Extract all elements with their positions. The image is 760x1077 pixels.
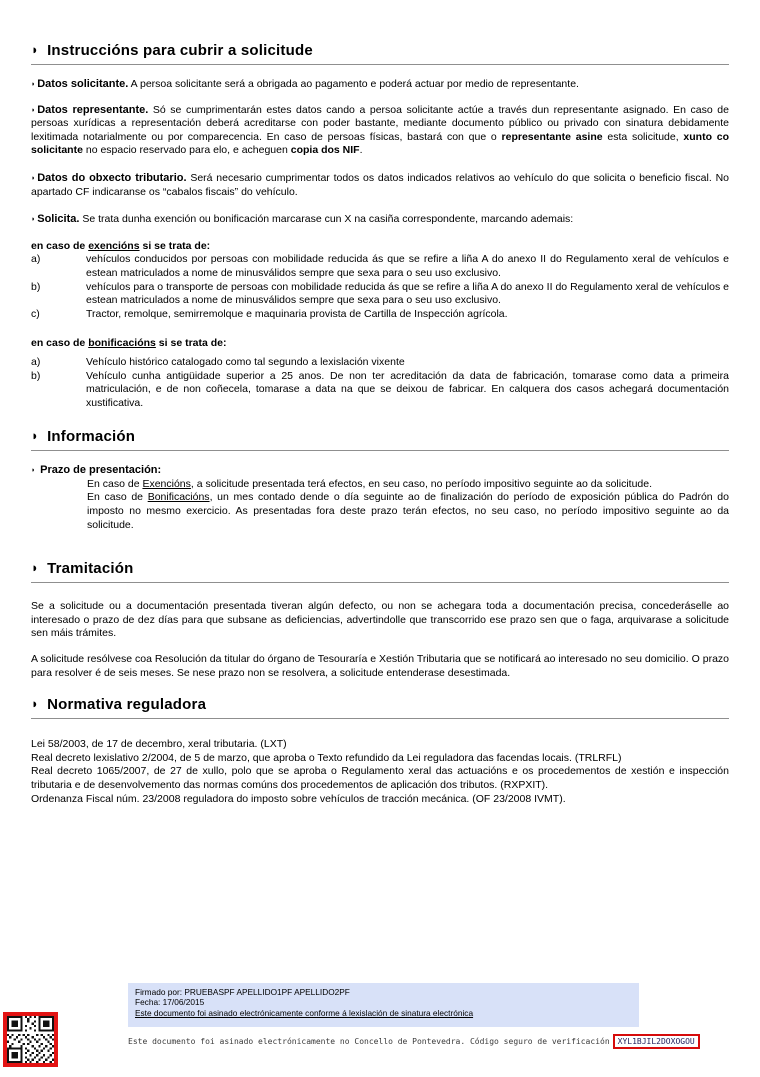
bullet-icon: ◗	[31, 174, 36, 182]
paragraph-label: Datos solicitante.	[37, 78, 129, 90]
section-tramitacion-title	[31, 560, 729, 577]
bullet-icon: ◗	[31, 216, 36, 224]
paragraph-label: Datos representante.	[37, 103, 149, 116]
verification-text: Este documento foi asinado electrónicamente no Concello de Pontevedra. Código seguro de verificación	[128, 1036, 610, 1046]
section-normativa	[31, 696, 729, 719]
section-divider	[31, 64, 729, 65]
paragraph-text: Só se cumprimentarán estes datos cando a persoa solicitante actúe a través dun representante asignado. En caso de persoas xurídicas a representación deberá acreditarse con poder bastante, mediante documento público ou privado con sinatura debidamente lexitimada notarialmente ou por comparecencia. En caso de persoas físicas, bastará con que o	[31, 103, 729, 143]
line-text: , a solicitude presentada terá efectos, en seu caso, no período impositivo seguinte ao da solicitude.	[190, 477, 653, 490]
normativa-line: Real decreto lexislativo 2/2004, de 5 de marzo, que aproba o Texto refundido da Lei reguladora das facendas locais. (TRLRFL)	[31, 751, 622, 764]
paragraph-text: Se trata dunha exención ou bonificación marcarase cun X na casiña correspondente, marcando ademais:	[79, 213, 574, 226]
list-item-label: b)	[31, 369, 41, 382]
document-body	[31, 42, 729, 806]
section-instructions-title	[31, 42, 729, 59]
qr-code-icon	[7, 1016, 54, 1063]
paragraph-label: Datos do obxecto tributario.	[37, 171, 187, 184]
heading-text: en caso de	[31, 337, 89, 350]
list-item-text: vehículos para o transporte de persoas con mobilidade reducida ás que se refire a liña A do anexo II do Regulamento xeral de vehículos e estean matriculados a nome de minusválidos sempre que sexa para o seu uso exclusivo.	[86, 280, 729, 307]
signature-statement: Este documento foi asinado electrónicamente conforme á lexislación de sinatura electrónica	[135, 1007, 474, 1018]
bold-run: representante asine	[501, 130, 603, 143]
list-item-label: a)	[31, 355, 41, 368]
list-heading-exencions	[31, 240, 729, 254]
tramitacion-paragraph-2: A solicitude resólvese coa Resolución da titular do órgano de Tesouraría e Xestión Tributaria que se notificará ao interesado no seu domicilio. O prazo para resolver é de seis meses. Se nese prazo non se resolvera, a solicitude entenderase desestimada.	[31, 653, 729, 679]
signature-signed-by: Firmado por: PRUEBASPF APELLIDO1PF APELLIDO2PF	[135, 987, 350, 997]
bullet-icon: ◗	[31, 106, 36, 114]
section-divider	[31, 450, 729, 451]
underlined-word: Exencións	[142, 477, 191, 490]
bullet-icon: ◗	[31, 81, 36, 88]
signature-date: Fecha: 17/06/2015	[135, 997, 205, 1008]
bold-run: copia dos NIF	[290, 144, 360, 157]
prazo-line-bonificacions	[87, 491, 729, 532]
list-item-label: b)	[31, 280, 41, 293]
tramitacion-paragraph-1: Se a solicitude ou a documentación presentada tiveran algún defecto, ou non se achegara toda a documentación precisa, concederáselle ao interesado o prazo de dez días para que subsane as deficiencias, advertindolle que transcorrido ese prazo sen que o faga, arquivarase a solicitude sen máis trámites.	[31, 600, 729, 640]
line-text: En caso de	[87, 491, 148, 504]
paragraph-label: Solicita.	[37, 213, 80, 226]
paragraph-prazo-label	[31, 464, 729, 478]
section-title-text: Normativa reguladora	[47, 696, 207, 714]
section-title-text: Instruccións para cubrir a solicitude	[47, 42, 313, 59]
section-title-text: Tramitación	[47, 560, 134, 578]
paragraph-datos-solicitante	[31, 78, 729, 92]
list-item	[31, 281, 729, 308]
bullet-icon: ◗	[31, 467, 36, 475]
list-item-text: vehículos conducidos por persoas con mobilidade reducida ás que se refire a liña A do anexo II do Regulamento xeral de vehículos e estean matriculados a nome de minusválidos sempre que sexa para o seu uso exclusivo.	[86, 253, 729, 279]
qr-code-frame	[3, 1012, 58, 1067]
section-bullet-icon: ◗	[31, 42, 40, 57]
section-bullet-icon: ◗	[31, 560, 40, 576]
verification-code-box: XYL1BJIL2DOXOGOU	[613, 1034, 700, 1049]
heading-underlined-word: bonificacións	[88, 337, 156, 350]
list-item	[31, 356, 729, 370]
list-item-text: Vehículo histórico catalogado como tal segundo a lexislación vixente	[86, 355, 405, 368]
list-item-text: Tractor, remolque, semirremolque e maquinaria provista de Cartilla de Inspección agrícola.	[86, 307, 508, 320]
list-item-label: c)	[31, 307, 40, 320]
heading-underlined-word: exencións	[88, 239, 140, 252]
section-tramitacion	[31, 560, 729, 583]
list-heading-bonificacions	[31, 337, 729, 351]
paragraph-datos-representante	[31, 104, 729, 158]
prazo-line-exencions	[87, 478, 729, 492]
section-divider	[31, 582, 729, 583]
paragraph-text: no espacio reservado para elo, e acheguen	[82, 144, 291, 157]
line-text: , un mes contado dende o día seguinte ao de finalización do período de exposición pública do Padrón do imposto no mesmo exercicio. As presentadas fora deste prazo terán efectos, no seu caso, no período impositivo seguinte ao da solicitude.	[87, 491, 729, 531]
paragraph-text: .	[359, 144, 363, 157]
paragraph-label-colon: :	[157, 464, 162, 477]
verification-line	[128, 1033, 700, 1049]
section-bullet-icon: ◗	[31, 428, 40, 444]
list-item	[31, 308, 729, 322]
paragraph-solicita	[31, 213, 729, 227]
list-item-text: Vehículo cunha antigüidade superior a 25 anos. De non ter acreditación da data de fabricación, tomarase como data a primeira matriculación, e de non coñecela, tomarase a data na que se deixou de fabricar. En calquera dos casos achegará documentación xustificativa.	[86, 369, 729, 409]
heading-text: si se trata de:	[155, 337, 227, 350]
section-bullet-icon: ◗	[31, 696, 40, 712]
section-informacion-title	[31, 428, 729, 445]
list-item-label: a)	[31, 253, 41, 266]
section-instructions	[31, 42, 729, 65]
normativa-line: Ordenanza Fiscal núm. 23/2008 reguladora do imposto sobre vehículos de tracción mecánica. (OF 23/2008 IVMT).	[31, 792, 566, 805]
line-text: En caso de	[87, 477, 143, 490]
normativa-line: Real decreto 1065/2007, de 27 de xullo, polo que se aproba o Regulamento xeral das actuacións e os procedementos de xestión e inspección tributaria e de desenvolvemento das normas comúns dos procedementos de aplicación dos tributos. (RXPXIT).	[31, 765, 729, 791]
heading-text: en caso de	[31, 239, 89, 252]
list-item	[31, 253, 729, 280]
section-title-text: Información	[47, 428, 136, 446]
paragraph-label: Prazo de presentación	[40, 464, 158, 477]
underlined-word: Bonificacións	[147, 491, 210, 504]
paragraph-text: A persoa solicitante será a obrigada ao pagamento e poderá actuar por medio de representante.	[128, 78, 579, 90]
paragraph-text: Será necesario cumprimentar todos os datos indicados relativos ao vehículo do que solicita o beneficio fiscal. No apartado CF indicaranse os “cabalos fiscais” do vehículo.	[31, 171, 729, 198]
section-divider	[31, 718, 729, 719]
heading-text: si se trata de:	[139, 239, 211, 252]
section-informacion	[31, 428, 729, 451]
normativa-line: Lei 58/2003, de 17 de decembro, xeral tributaria. (LXT)	[31, 738, 287, 751]
section-normativa-title	[31, 696, 729, 713]
list-item	[31, 370, 729, 411]
bold-run: xunto co solicitante	[31, 130, 730, 157]
paragraph-datos-obxecto	[31, 172, 729, 199]
signature-box	[128, 983, 639, 1027]
paragraph-text: esta solicitude,	[602, 130, 684, 143]
